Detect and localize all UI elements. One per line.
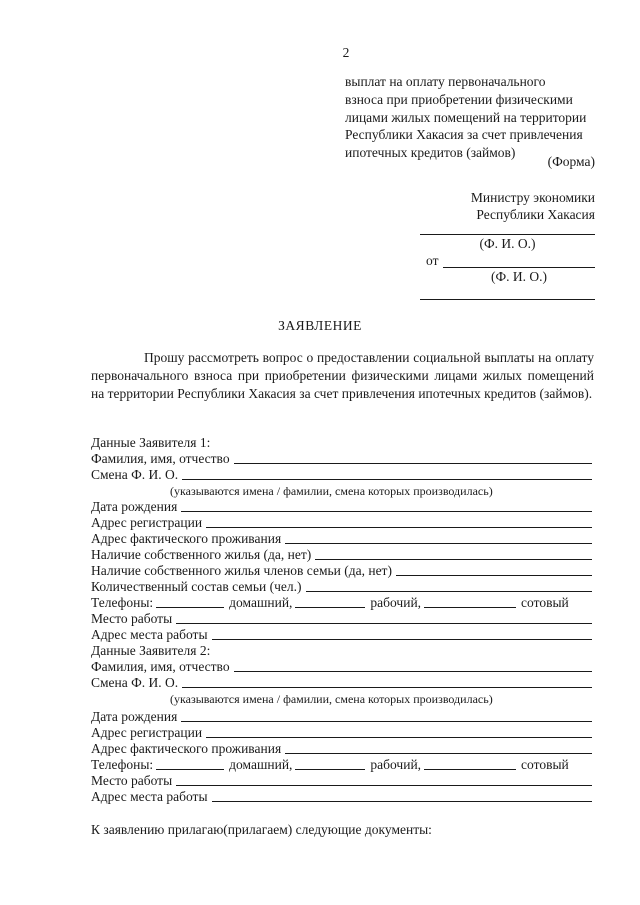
applicant1-hint-row	[170, 482, 594, 499]
addressee-fio-line[interactable]	[420, 234, 595, 235]
applicant1-family-housing-row: Наличие собственного жилья членов семьи (да, нет)	[91, 562, 594, 579]
applicant1-reg-field[interactable]	[206, 527, 592, 528]
addressee-line: Министру экономики	[470, 190, 595, 205]
sender-extra-line[interactable]	[420, 299, 595, 300]
applicant1-workplace-field[interactable]	[176, 623, 592, 624]
applicant2-fio-change-row: Смена Ф. И. О.	[91, 674, 594, 691]
applicant1-work-phone-field[interactable]	[295, 607, 365, 608]
addressee-line: Республики Хакасия	[476, 207, 595, 222]
applicant2-work-address-row: Адрес места работы	[91, 788, 594, 805]
header-line: ипотечных кредитов (займов)	[345, 145, 516, 160]
header-line: выплат на оплату первоначального	[345, 74, 546, 89]
fio-caption: (Ф. И. О.)	[479, 236, 536, 251]
applicant1-reg-row: Адрес регистрации	[91, 514, 594, 531]
applicant1-heading-row	[91, 434, 594, 451]
applicant1-actual-row: Адрес фактического проживания	[91, 530, 594, 547]
applicant1-work-address-row: Адрес места работы	[91, 626, 594, 643]
applicant1-fio-field[interactable]	[234, 463, 592, 464]
request-text: Прошу рассмотреть вопрос о предоставлении социальной выплаты на оплату первоначального взноса при приобретении физическими лицами жилых помещений на территории Республики Хакасия за счет привлечения ипотечных кредитов (займов).	[91, 350, 594, 401]
applicant2-actual-row: Адрес фактического проживания	[91, 740, 594, 757]
attachments-label: К заявлению прилагаю(прилагаем) следующие документы:	[91, 822, 432, 837]
applicant2-hint: (указываются имена / фамилии, смена которых производилась)	[170, 692, 493, 706]
page-number: 2	[342, 45, 350, 60]
applicant2-home-phone-field[interactable]	[156, 769, 224, 770]
applicant2-actual-field[interactable]	[285, 753, 592, 754]
applicant2-fio-change-field[interactable]	[182, 687, 592, 688]
applicant2-workplace-field[interactable]	[176, 785, 592, 786]
applicant1-family-size-row: Количественный состав семьи (чел.)	[91, 578, 594, 595]
applicant2-hint-row	[170, 690, 594, 707]
applicant1-birth-row: Дата рождения	[91, 498, 594, 515]
applicant2-phones-row: Телефоны: домашний, рабочий, сотовый	[91, 757, 569, 772]
applicant1-mobile-phone-field[interactable]	[424, 607, 516, 608]
applicant2-fio-field[interactable]	[234, 671, 592, 672]
applicant1-fio-change-row: Смена Ф. И. О.	[91, 466, 594, 483]
applicant1-fio-change-field[interactable]	[182, 479, 592, 480]
applicant2-reg-field[interactable]	[206, 737, 592, 738]
applicant1-phones-row: Телефоны: домашний, рабочий, сотовый	[91, 595, 569, 610]
applicant2-birth-row: Дата рождения	[91, 708, 594, 725]
applicant1-birth-field[interactable]	[181, 511, 592, 512]
applicant1-own-housing-row: Наличие собственного жилья (да, нет)	[91, 546, 594, 563]
applicant2-heading: Данные Заявителя 2:	[91, 643, 211, 658]
header-line: лицами жилых помещений на территории	[345, 110, 587, 125]
applicant1-home-phone-field[interactable]	[156, 607, 224, 608]
from-label: от	[426, 253, 439, 268]
applicant2-birth-field[interactable]	[181, 721, 592, 722]
applicant2-reg-row: Адрес регистрации	[91, 724, 594, 741]
applicant1-actual-field[interactable]	[285, 543, 592, 544]
fio-caption: (Ф. И. О.)	[490, 269, 548, 284]
form-label: (Форма)	[547, 154, 595, 169]
document-title: ЗАЯВЛЕНИЕ	[278, 318, 362, 333]
request-paragraph	[91, 349, 594, 402]
applicant1-own-housing-field[interactable]	[315, 559, 592, 560]
applicant2-work-phone-field[interactable]	[295, 769, 365, 770]
applicant1-family-housing-field[interactable]	[396, 575, 592, 576]
applicant1-workplace-row: Место работы	[91, 610, 594, 627]
applicant2-fio-row: Фамилия, имя, отчество	[91, 658, 594, 675]
applicant1-work-address-field[interactable]	[212, 639, 592, 640]
applicant1-fio-row: Фамилия, имя, отчество	[91, 450, 594, 467]
applicant2-mobile-phone-field[interactable]	[424, 769, 516, 770]
applicant1-family-size-field[interactable]	[306, 591, 593, 592]
header-line: взноса при приобретении физическими	[345, 92, 573, 107]
sender-fio-line[interactable]	[443, 267, 595, 268]
applicant1-heading: Данные Заявителя 1:	[91, 435, 211, 450]
header-line: Республики Хакасия за счет привлечения	[345, 127, 583, 142]
applicant2-workplace-row: Место работы	[91, 772, 594, 789]
applicant1-hint: (указываются имена / фамилии, смена которых производилась)	[170, 484, 493, 498]
applicant2-work-address-field[interactable]	[212, 801, 592, 802]
applicant2-heading-row	[91, 642, 594, 659]
